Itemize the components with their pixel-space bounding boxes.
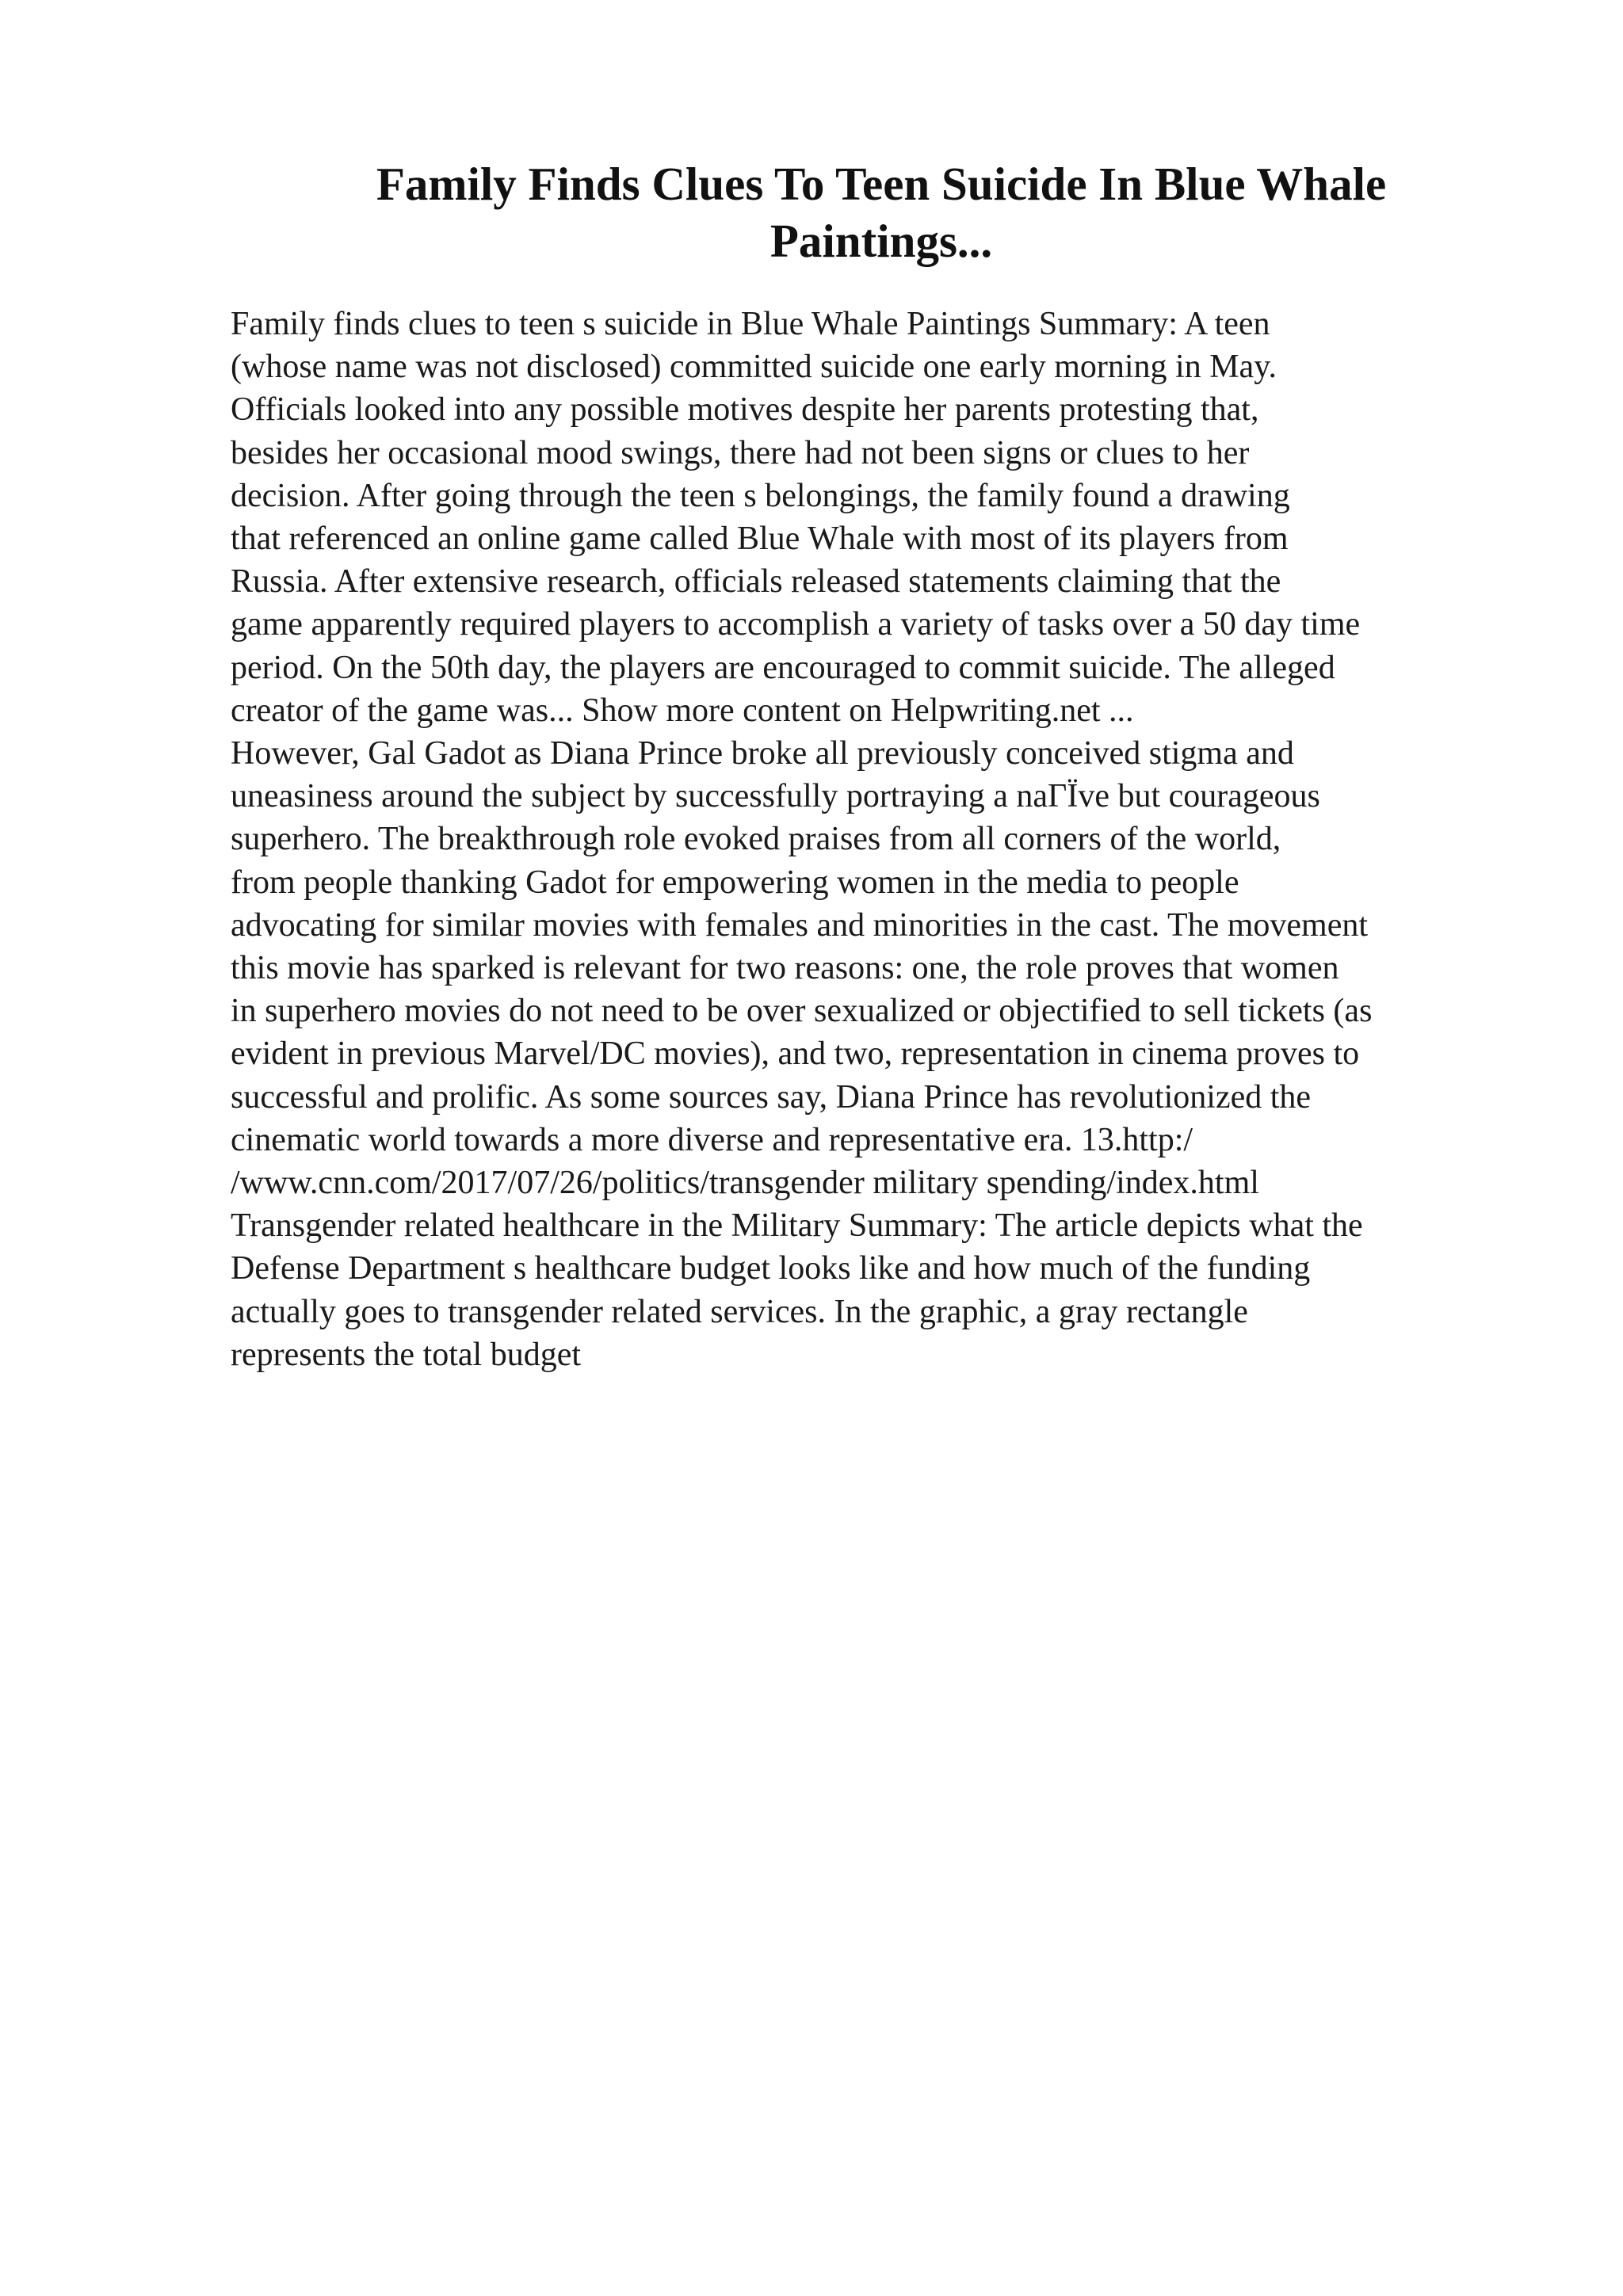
document-body [231, 303, 1530, 1376]
body-line: creator of the game was... Show more content on Helpwriting.net ... [231, 692, 1134, 729]
title-line: Family Finds Clues To Teen Suicide In Blue Whale [376, 158, 1387, 210]
body-line: this movie has sparked is relevant for two reasons: one, the role proves that women [231, 950, 1339, 987]
body-line: advocating for similar movies with females and minorities in the cast. The movement [231, 906, 1369, 944]
body-line: superhero. The breakthrough role evoked praises from all corners of the world, [231, 821, 1281, 858]
body-line: /www.cnn.com/2017/07/26/politics/transgender military spending/index.html [231, 1165, 1259, 1202]
body-line: from people thanking Gadot for empowering women in the media to people [231, 864, 1239, 901]
body-line: successful and prolific. As some sources say, Diana Prince has revolutionized the [231, 1078, 1312, 1116]
body-line: decision. After going through the teen s belongings, the family found a drawing [231, 477, 1290, 514]
body-line: evident in previous Marvel/DC movies), and two, representation in cinema proves to [231, 1035, 1360, 1073]
body-line: Family finds clues to teen s suicide in Blue Whale Paintings Summary: A teen [231, 306, 1270, 342]
body-line: in superhero movies do not need to be over sexualized or objectified to sell tickets (as [231, 993, 1373, 1030]
title-line: Paintings... [769, 215, 993, 267]
body-line: cinematic world towards a more diverse and representative era. 13.http:/ [231, 1121, 1193, 1158]
body-line: Russia. After extensive research, officials released statements claiming that the [231, 563, 1281, 601]
document-title [317, 155, 1445, 269]
body-line: game apparently required players to accomplish a variety of tasks over a 50 day time [231, 606, 1361, 643]
body-line: period. On the 50th day, the players are encouraged to commit suicide. The alleged [231, 649, 1335, 686]
body-line: Transgender related healthcare in the Military Summary: The article depicts what the [231, 1207, 1363, 1245]
body-line: actually goes to transgender related services. In the graphic, a gray rectangle [231, 1293, 1248, 1330]
body-line: Defense Department s healthcare budget looks like and how much of the funding [231, 1250, 1311, 1287]
body-line: that referenced an online game called Blue Whale with most of its players from [231, 521, 1289, 558]
body-line: besides her occasional mood swings, there had not been signs or clues to her [231, 434, 1250, 471]
body-line: represents the total budget [231, 1336, 582, 1373]
body-line: However, Gal Gadot as Diana Prince broke all previously conceived stigma and [231, 735, 1294, 772]
body-line: (whose name was not disclosed) committed suicide one early morning in May. [231, 349, 1277, 386]
body-line: uneasiness around the subject by successfully portraying a naΓЇve but courageous [231, 778, 1320, 815]
body-line: Officials looked into any possible motives despite her parents protesting that, [231, 391, 1259, 429]
